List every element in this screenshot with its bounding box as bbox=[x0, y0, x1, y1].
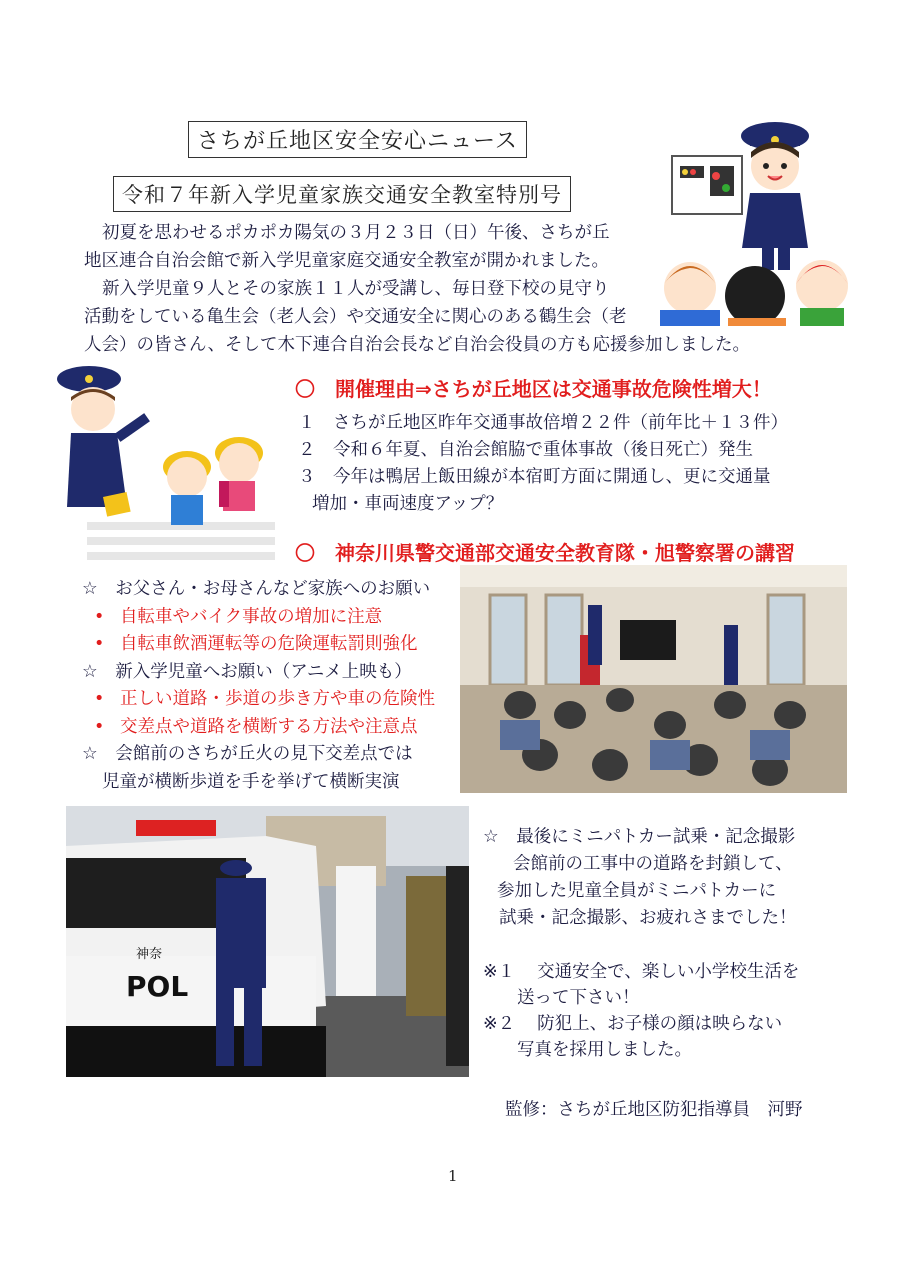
intro-line-5: 人会）の皆さん、そして木下連合自治会長など自治会役員の方も応援参加しました。 bbox=[84, 335, 751, 355]
classroom-lecture-photo bbox=[460, 565, 847, 793]
child-request-item-1: • 正しい道路・歩道の歩き方や車の危険性 bbox=[94, 689, 435, 709]
intro-line-3: 新入学児童９人とその家族１１人が受講し、毎日登下校の見守り bbox=[102, 279, 610, 299]
svg-text:神奈: 神奈 bbox=[136, 947, 163, 962]
supervisor-credit: 監修：さちが丘地区防犯指導員 河野 bbox=[505, 1100, 803, 1120]
child-request-item-2: • 交差点や道路を横断する方法や注意点 bbox=[94, 716, 418, 737]
intro-line-4: 活動をしている亀生会（老人会）や交通安全に関心のある鶴生会（老 bbox=[84, 307, 627, 327]
intro-line-1: 初夏を思わせるポカポカ陽気の３月２３日（日）午後、さちが丘 bbox=[102, 223, 610, 243]
crossing-children-illustration bbox=[47, 357, 275, 562]
note-2-cont: 写真を採用しました。 bbox=[517, 1040, 692, 1060]
newsletter-subtitle: 令和７年新入学児童家族交通安全教室特別号 bbox=[113, 176, 571, 212]
family-request-item-1: • 自転車やバイク事故の増加に注意 bbox=[94, 606, 383, 627]
note-1: ※１ 交通安全で、楽しい小学校生活を bbox=[483, 962, 800, 982]
note-1-cont: 送って下さい！ bbox=[517, 988, 640, 1008]
patrol-line-3: 試乗・記念撮影、お疲れさまでした！ bbox=[499, 908, 797, 928]
page-number: 1 bbox=[448, 1167, 458, 1185]
reason-item-2: ２ 令和６年夏、自治会館脇で重体事故（後日死亡）発生 bbox=[298, 440, 753, 460]
demo-line-2: 児童が横断歩道を手を挙げて横断実演 bbox=[102, 771, 400, 792]
demo-line-1: ☆ 会館前のさちが丘火の見下交差点では bbox=[82, 744, 413, 764]
patrol-line-1: 会館前の工事中の道路を封鎖して、 bbox=[513, 854, 793, 874]
reason-item-3: ３ 今年は鴨居上飯田線が本宿町方面に開通し、更に交通量 bbox=[298, 467, 771, 487]
reason-heading: 〇 開催理由⇒さちが丘地区は交通事故危険性増大！ bbox=[295, 377, 772, 401]
patrol-line-2: 参加した児童全員がミニパトカーに bbox=[497, 881, 777, 901]
child-request-title: ☆ 新入学児童へお願い（アニメ上映も） bbox=[82, 661, 412, 682]
family-request-title: ☆ お父さん・お母さんなど家族へのお願い bbox=[82, 579, 431, 599]
lecture-heading: 〇 神奈川県警交通部交通安全教育隊・旭警察署の講習 bbox=[295, 541, 795, 565]
svg-text:POL: POL bbox=[126, 970, 189, 1003]
reason-item-1: １ さちが丘地区昨年交通事故倍増２２件（前年比＋１３件） bbox=[298, 413, 788, 433]
note-2: ※２ 防犯上、お子様の顔は映らない bbox=[483, 1014, 783, 1034]
patrol-car-photo bbox=[66, 806, 469, 1077]
patrol-title: ☆ 最後にミニパトカー試乗・記念撮影 bbox=[483, 827, 796, 847]
reason-item-3-cont: 増加・車両速度アップ？ bbox=[312, 494, 504, 514]
newsletter-title: さちが丘地区安全安心ニュース bbox=[188, 121, 527, 158]
intro-line-2: 地区連合自治会館で新入学児童家庭交通安全教室が開かれました。 bbox=[84, 251, 609, 271]
family-request-item-2: • 自転車飲酒運転等の危険運転罰則強化 bbox=[94, 634, 418, 654]
